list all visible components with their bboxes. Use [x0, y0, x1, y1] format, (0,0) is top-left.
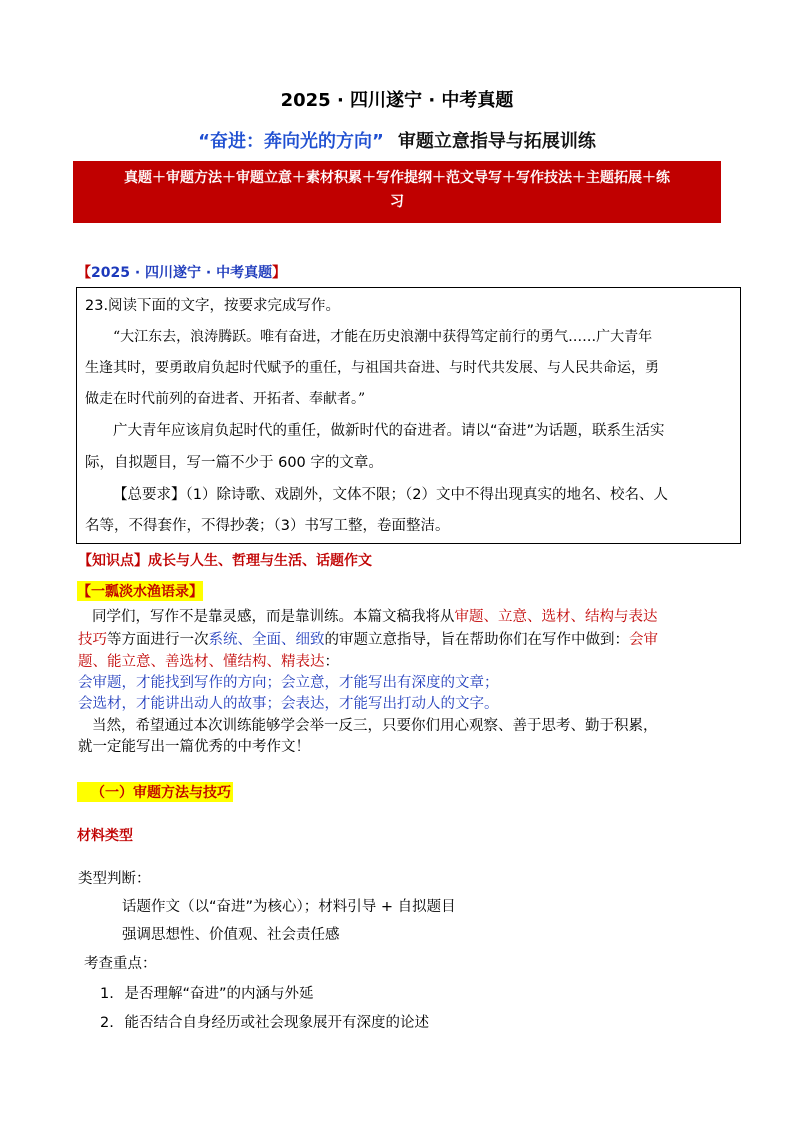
page-subtitle: [0, 127, 794, 153]
outline-banner: [73, 161, 721, 223]
bracket-open: 【: [77, 265, 91, 281]
intro-line-5: 会选材，才能讲出动人的故事；会表达，才能写出打动人的文字。: [78, 696, 499, 712]
focus-item: [100, 1011, 429, 1032]
knowledge-points: 【知识点】成长与人生、哲理与生活、话题作文: [78, 553, 372, 569]
quote-line-1: “大江东去，浪涛腾跃。唯有奋进，才能在历史浪潮中获得笃定前行的勇气……广大青年: [113, 329, 653, 345]
intro-line-1: [92, 607, 658, 627]
focus-label: 考查重点：: [84, 956, 157, 972]
type-line-2: 强调思想性、价值观、社会责任感: [122, 927, 340, 943]
intro-line-4: 会审题，才能找到写作的方向；会立意，才能写出有深度的文章；: [78, 675, 499, 691]
exam-source-tag: [77, 262, 286, 282]
intro-line-2: [78, 630, 658, 650]
requirement-line-2: 际，自拟题目，写一篇不少于 600 字的文章。: [85, 455, 383, 471]
subtitle-rest: 审题立意指导与拓展训练: [397, 131, 596, 152]
banner-line-1: 真题＋审题方法＋审题立意＋素材积累＋写作提纲＋范文导写＋写作技法＋主题拓展＋练: [124, 170, 670, 186]
intro-line-7: 就一定能写出一篇优秀的中考作文！: [78, 739, 310, 755]
intro-text: ：: [324, 654, 339, 670]
focus-text: 能否结合自身经历或社会现象展开有深度的论述: [124, 1015, 429, 1031]
banner-line-2: 习: [390, 194, 404, 210]
requirement-line-3: 【总要求】（1）除诗歌、戏剧外，文体不限；（2）文中不得出现真实的地名、校名、人: [113, 487, 668, 503]
section-heading: （一）审题方法与技巧: [77, 782, 233, 802]
focus-number: 1.: [100, 986, 114, 1002]
exam-source-text: 2025 · 四川遂宁 · 中考真题: [91, 265, 273, 281]
focus-item: [100, 982, 313, 1003]
type-label: 类型判断：: [78, 871, 151, 887]
subsection-heading: 材料类型: [77, 828, 133, 844]
question-prompt: 23.阅读下面的文字，按要求完成写作。: [85, 298, 341, 314]
intro-emphasis: 题、能立意、善选材、懂结构、精表达: [78, 654, 325, 670]
exam-question-box: [76, 287, 741, 544]
focus-text: 是否理解“奋进”的内涵与外延: [124, 986, 314, 1002]
focus-number: 2.: [100, 1015, 114, 1031]
intro-emphasis: 会审: [629, 632, 658, 648]
quote-line-3: 做走在时代前列的奋进者、开拓者、奉献者。”: [85, 391, 366, 407]
subtitle-quote: “奋进：奔向光的方向”: [198, 131, 384, 152]
requirement-line-4: 名等，不得套作，不得抄袭；（3）书写工整，卷面整洁。: [85, 518, 450, 534]
intro-line-6: 当然，希望通过本次训练能够学会举一反三，只要你们用心观察、善于思考、勤于积累，: [92, 718, 658, 734]
type-line-1: 话题作文（以“奋进”为核心）；材料引导 + 自拟题目: [122, 899, 456, 915]
intro-text: 同学们，写作不是靠灵感，而是靠训练。本篇文稿我将从: [92, 609, 455, 625]
bracket-close: 】: [272, 265, 287, 281]
quote-line-2: 生逢其时，要勇敢肩负起时代赋予的重任，与祖国共奋进、与时代共发展、与人民共命运，勇: [85, 360, 659, 376]
intro-emphasis: 系统、全面、细致: [208, 632, 325, 648]
intro-text: 等方面进行一次: [107, 632, 209, 648]
intro-emphasis: 技巧: [78, 632, 107, 648]
intro-line-3: [78, 652, 339, 672]
intro-tag: 【一瓢淡水渔语录】: [77, 581, 203, 601]
intro-text: 的审题立意指导，旨在帮助你们在写作中做到：: [324, 632, 629, 648]
intro-emphasis: 审题、立意、选材、结构与表达: [454, 609, 658, 625]
requirement-line-1: 广大青年应该肩负起时代的重任，做新时代的奋进者。请以“奋进”为话题，联系生活实: [113, 423, 665, 439]
page-title: 2025 · 四川遂宁 · 中考真题: [280, 90, 514, 111]
